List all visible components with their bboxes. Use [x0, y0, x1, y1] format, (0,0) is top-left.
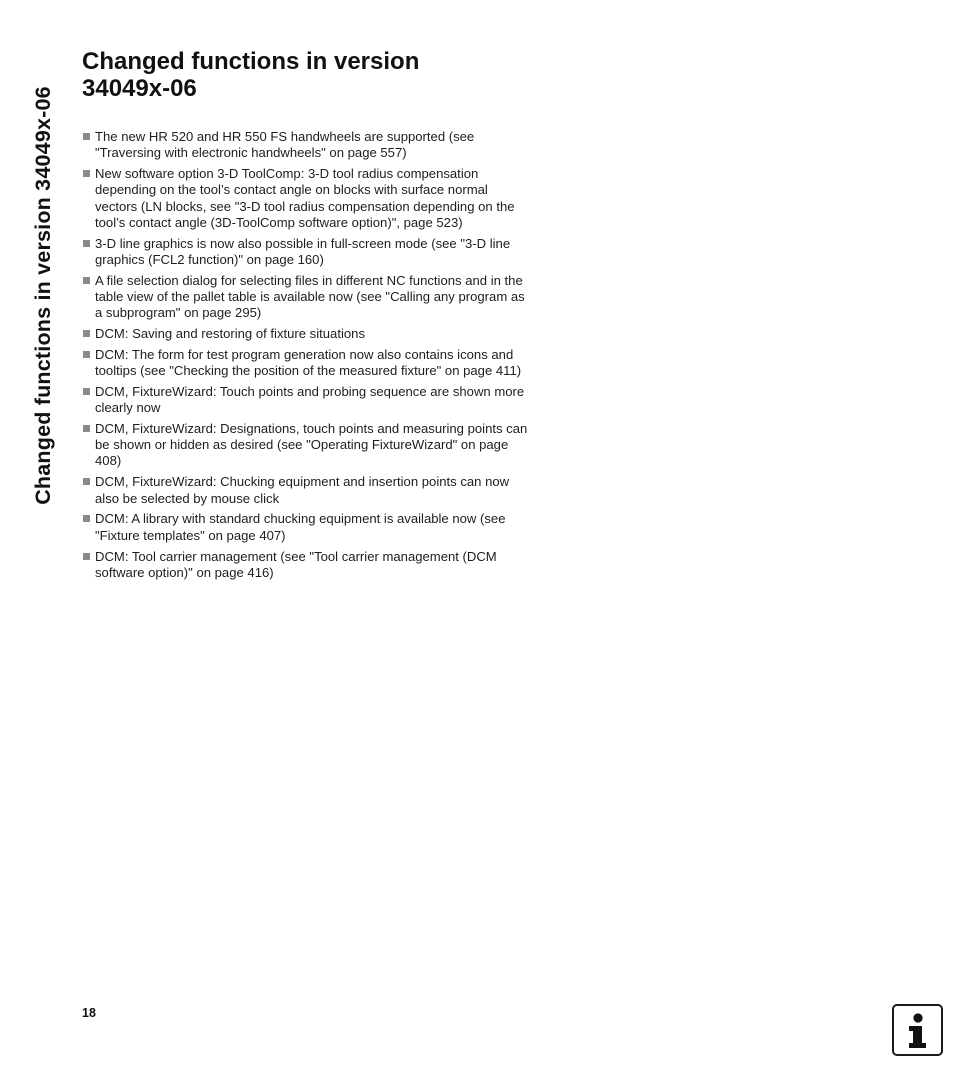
square-bullet-icon	[83, 240, 90, 247]
list-item	[82, 166, 528, 231]
list-item-text: DCM, FixtureWizard: Touch points and probing sequence are shown more clearly now	[95, 383, 525, 416]
square-bullet-icon	[83, 277, 90, 284]
square-bullet-icon	[83, 388, 90, 395]
side-running-title	[28, 50, 58, 540]
info-icon	[892, 1004, 943, 1056]
info-icon-glyph	[894, 1006, 941, 1054]
list-item-text: DCM, FixtureWizard: Designations, touch points and measuring points can be shown or hidden as desired (see "Operating FixtureWizard" on page 408)	[95, 421, 528, 469]
list-item-text: DCM, FixtureWizard: Chucking equipment and insertion points can now also be selected by mouse click	[95, 474, 510, 506]
list-item	[82, 384, 528, 416]
square-bullet-icon	[83, 553, 90, 560]
changes-list	[82, 129, 528, 586]
list-item	[82, 236, 528, 268]
square-bullet-icon	[83, 170, 90, 177]
page-title-line-1: Changed functions in version	[82, 48, 420, 75]
list-item-text: DCM: Saving and restoring of fixture situations	[95, 325, 366, 341]
list-item-text: The new HR 520 and HR 550 FS handwheels are supported (see "Traversing with electronic handwheels" on page 557)	[95, 129, 475, 161]
square-bullet-icon	[83, 515, 90, 522]
page-number: 18	[82, 1006, 96, 1020]
square-bullet-icon	[83, 478, 90, 485]
side-title-text: Changed functions in version 34049x-06	[30, 85, 55, 505]
page-title	[82, 48, 542, 102]
list-item	[82, 129, 528, 161]
list-item	[82, 474, 528, 506]
list-item-text: DCM: A library with standard chucking equipment is available now (see "Fixture templates" on page 407)	[95, 511, 506, 543]
page-title-line-2: 34049x-06	[82, 75, 197, 102]
list-item-text: 3-D line graphics is now also possible in full-screen mode (see "3-D line graphics (FCL2 function)" on page 160)	[95, 235, 511, 267]
square-bullet-icon	[83, 133, 90, 140]
square-bullet-icon	[83, 351, 90, 358]
list-item	[82, 347, 528, 379]
list-item	[82, 421, 528, 470]
square-bullet-icon	[83, 425, 90, 432]
square-bullet-icon	[83, 330, 90, 337]
list-item-text: New software option 3-D ToolComp: 3-D tool radius compensation depending on the tool’s contact angle on blocks with surface normal vectors (LN blocks, see "3-D tool radius compensation depending on the tool’s contact angle (3D-ToolComp software option)", page 523)	[95, 166, 515, 230]
list-item	[82, 273, 528, 322]
list-item-text: DCM: The form for test program generation now also contains icons and tooltips (see "Checking the position of the measured fixture" on page 411)	[95, 346, 522, 379]
list-item-text: DCM: Tool carrier management (see "Tool carrier management (DCM software option)" on page 416)	[95, 548, 497, 580]
list-item-text: A file selection dialog for selecting files in different NC functions and in the table view of the pallet table is available now (see "Calling any program as a subprogram" on page 295)	[95, 272, 525, 321]
list-item	[82, 549, 528, 581]
list-item	[82, 511, 528, 543]
list-item	[82, 326, 528, 342]
